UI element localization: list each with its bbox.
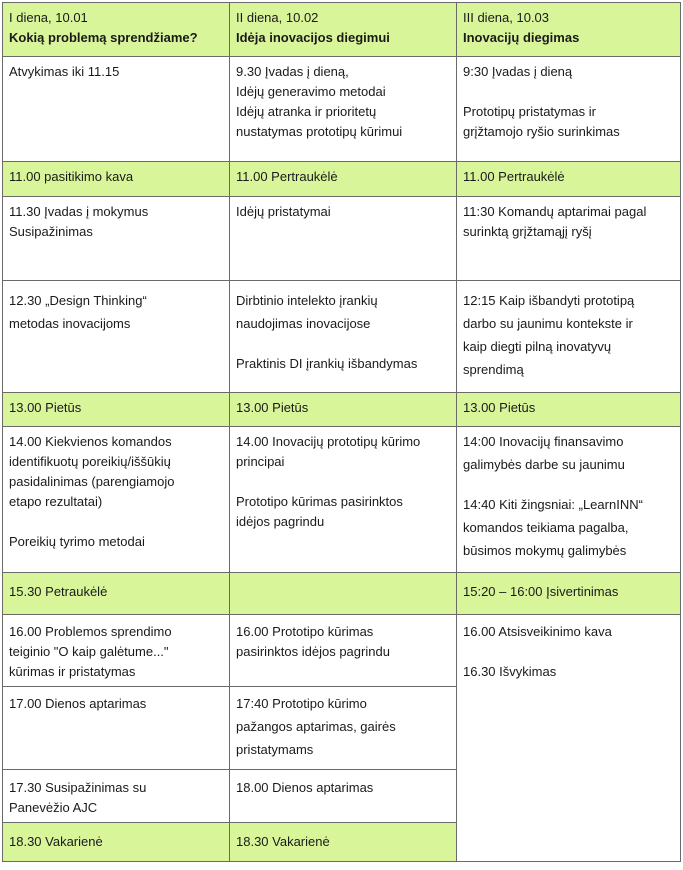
schedule-entry: identifikuotų poreikių/iššūkių — [9, 454, 171, 469]
break-row — [3, 162, 681, 197]
schedule-entry: 14.00 Kiekvienos komandos — [9, 434, 172, 449]
schedule-cell — [457, 615, 681, 862]
schedule-cell — [3, 770, 230, 823]
break-cell: 11.00 Pertraukėlė — [457, 162, 681, 197]
schedule-cell — [230, 770, 457, 823]
schedule-cell — [457, 197, 681, 281]
schedule-entry: 14:40 Kiti žingsniai: „LearnINN“ — [463, 497, 643, 512]
schedule-entry: Idėjų pristatymai — [236, 204, 331, 219]
schedule-cell — [3, 197, 230, 281]
schedule-entry: 14.00 Inovacijų prototipų kūrimo — [236, 434, 421, 449]
day2-date: II diena, 10.02 — [236, 10, 319, 25]
schedule-entry: Idėjų generavimo metodai — [236, 84, 386, 99]
schedule-entry: teiginio "O kaip galėtume..." — [9, 644, 169, 659]
lunch-cell: 13.00 Pietūs — [3, 393, 230, 427]
schedule-cell — [457, 427, 681, 573]
schedule-entry: 16.00 Problemos sprendimo — [9, 624, 172, 639]
schedule-entry: Susipažinimas — [9, 224, 93, 239]
schedule-cell — [3, 281, 230, 393]
schedule-cell — [230, 57, 457, 162]
day3-header — [457, 3, 681, 57]
break-cell: 15.30 Petraukėlė — [3, 573, 230, 615]
dinner-cell: 18.30 Vakarienė — [3, 823, 230, 862]
schedule-entry: etapo rezultatai) — [9, 494, 103, 509]
break-cell: 11.00 Pertraukėlė — [230, 162, 457, 197]
schedule-entry: nustatymas prototipų kūrimui — [236, 124, 403, 139]
schedule-row — [3, 57, 681, 162]
schedule-entry: 9:30 Įvadas į dieną — [463, 64, 573, 79]
schedule-entry: principai — [236, 454, 285, 469]
header-row — [3, 3, 681, 57]
schedule-entry: Poreikių tyrimo metodai — [9, 534, 145, 549]
schedule-row — [3, 281, 681, 393]
schedule-cell — [230, 427, 457, 573]
schedule-entry: būsimos mokymų galimybės — [463, 543, 627, 558]
schedule-entry: 16.00 Atsisveikinimo kava — [463, 624, 612, 639]
schedule-entry: 11:30 Komandų aptarimai pagal — [463, 204, 647, 219]
schedule-entry: 16.00 Prototipo kūrimas — [236, 624, 374, 639]
schedule-entry: pažangos aptarimas, gairės — [236, 719, 396, 734]
schedule-cell — [3, 427, 230, 573]
schedule-entry: darbo su jaunimu kontekste ir — [463, 316, 633, 331]
evaluation-cell: 15:20 – 16:00 Įsivertinimas — [457, 573, 681, 615]
schedule-cell — [3, 57, 230, 162]
schedule-cell — [3, 615, 230, 687]
schedule-cell — [230, 281, 457, 393]
schedule-entry: pasirinktos idėjos pagrindu — [236, 644, 390, 659]
schedule-entry: Prototipo kūrimas pasirinktos — [236, 494, 403, 509]
schedule-cell — [230, 687, 457, 770]
schedule-entry: Atvykimas iki 11.15 — [9, 64, 120, 79]
schedule-entry: kūrimas ir pristatymas — [9, 664, 136, 679]
day2-topic: Idėja inovacijos diegimui — [236, 30, 390, 45]
schedule-entry: metodas inovacijoms — [9, 316, 131, 331]
schedule-cell — [230, 615, 457, 687]
schedule-entry: pasidalinimas (parengiamojo — [9, 474, 175, 489]
schedule-entry: Praktinis DI įrankių išbandymas — [236, 356, 418, 371]
break-row — [3, 573, 681, 615]
schedule-entry: 18.00 Dienos aptarimas — [236, 780, 374, 795]
schedule-entry: Prototipų pristatymas ir — [463, 104, 596, 119]
schedule-row — [3, 615, 681, 687]
schedule-entry: 12:15 Kaip išbandyti prototipą — [463, 293, 635, 308]
schedule-cell — [457, 281, 681, 393]
schedule-row — [3, 197, 681, 281]
lunch-cell: 13.00 Pietūs — [230, 393, 457, 427]
schedule-entry: pristatymams — [236, 742, 314, 757]
schedule-table — [2, 2, 681, 862]
day3-date: III diena, 10.03 — [463, 10, 550, 25]
schedule-entry: grįžtamojo ryšio surinkimas — [463, 124, 620, 139]
schedule-cell — [457, 57, 681, 162]
day1-topic: Kokią problemą sprendžiame? — [9, 30, 198, 45]
schedule-entry: Idėjų atranka ir prioritetų — [236, 104, 377, 119]
schedule-row — [3, 427, 681, 573]
schedule-entry: 16.30 Išvykimas — [463, 664, 557, 679]
schedule-entry: idėjos pagrindu — [236, 514, 325, 529]
schedule-cell — [230, 197, 457, 281]
schedule-entry: surinktą grįžtamąjį ryšį — [463, 224, 592, 239]
break-cell: 11.00 pasitikimo kava — [3, 162, 230, 197]
dinner-cell: 18.30 Vakarienė — [230, 823, 457, 862]
schedule-cell — [3, 687, 230, 770]
schedule-entry: 17.30 Susipažinimas su — [9, 780, 147, 795]
day1-header — [3, 3, 230, 57]
lunch-cell: 13.00 Pietūs — [457, 393, 681, 427]
schedule-entry: 14:00 Inovacijų finansavimo — [463, 434, 624, 449]
day1-date: I diena, 10.01 — [9, 10, 88, 25]
schedule-entry: 17:40 Prototipo kūrimo — [236, 696, 367, 711]
day2-header — [230, 3, 457, 57]
schedule-entry: sprendimą — [463, 362, 524, 377]
day3-topic: Inovacijų diegimas — [463, 30, 580, 45]
schedule-entry: 12.30 „Design Thinking“ — [9, 293, 147, 308]
schedule-entry: 9.30 Įvadas į dieną, — [236, 64, 349, 79]
schedule-entry: komandos teikiama pagalba, — [463, 520, 629, 535]
lunch-row — [3, 393, 681, 427]
schedule-entry: 17.00 Dienos aptarimas — [9, 696, 147, 711]
empty-cell — [230, 573, 457, 615]
schedule-entry: naudojimas inovacijose — [236, 316, 371, 331]
schedule-entry: Panevėžio AJC — [9, 800, 98, 815]
schedule-entry: galimybės darbe su jaunimu — [463, 457, 625, 472]
schedule-entry: 11.30 Įvadas į mokymus — [9, 204, 149, 219]
schedule-entry: kaip diegti pilną inovatyvų — [463, 339, 612, 354]
schedule-entry: Dirbtinio intelekto įrankių — [236, 293, 378, 308]
